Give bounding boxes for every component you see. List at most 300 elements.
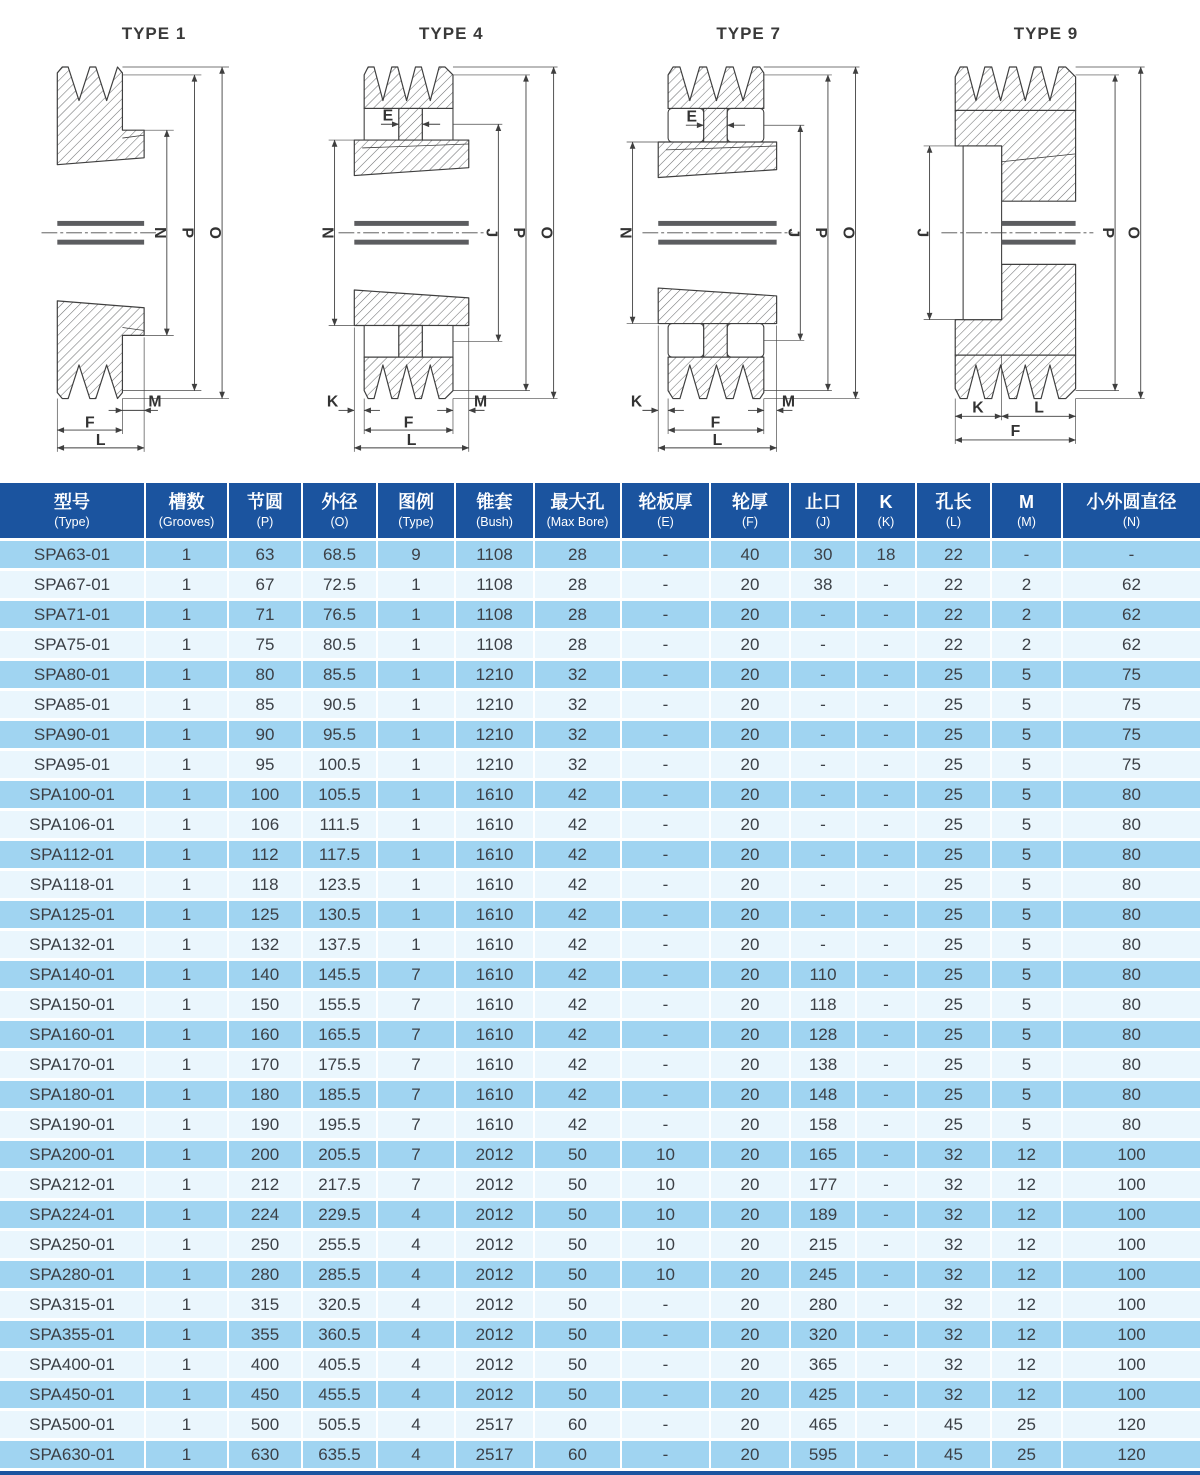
cell-k: - [856,1260,916,1290]
cell-o: 80.5 [302,630,377,660]
cell-type: SPA75-01 [0,630,145,660]
cell-o: 85.5 [302,660,377,690]
cell-fig: 1 [377,660,455,690]
drawing-title-type4: TYPE 4 [419,24,484,43]
table-row [0,1110,1200,1140]
cell-grooves: 1 [145,660,228,690]
cell-grooves: 1 [145,1170,228,1200]
cell-m: 5 [991,810,1062,840]
table-row [0,1050,1200,1080]
dim-label-l: L [407,432,417,450]
cell-o: 320.5 [302,1290,377,1320]
cell-j: - [790,900,856,930]
cell-f: 40 [710,540,790,570]
cell-max_bore: 32 [534,660,621,690]
table-row [0,960,1200,990]
cell-p: 140 [228,960,302,990]
dim-label-f: F [85,414,95,432]
cell-f: 20 [710,1140,790,1170]
table-row [0,1440,1200,1470]
table-row [0,660,1200,690]
dim-label-j: J [913,228,931,238]
cell-grooves: 1 [145,1290,228,1320]
cell-max_bore: 50 [534,1260,621,1290]
cell-m: 12 [991,1170,1062,1200]
cell-p: 400 [228,1350,302,1380]
cell-j: 215 [790,1230,856,1260]
cell-o: 205.5 [302,1140,377,1170]
cell-max_bore: 32 [534,690,621,720]
cell-n: 62 [1062,630,1200,660]
cell-e: - [621,750,710,780]
cell-bush: 1108 [455,600,534,630]
cell-j: 38 [790,570,856,600]
cell-fig: 1 [377,900,455,930]
cell-p: 90 [228,720,302,750]
cell-l: 22 [916,540,991,570]
cell-n: 80 [1062,870,1200,900]
cell-o: 455.5 [302,1380,377,1410]
dim-label-p: P [1098,227,1116,239]
cell-n: 120 [1062,1410,1200,1440]
cell-e: - [621,1290,710,1320]
cell-j: 158 [790,1110,856,1140]
cell-k: - [856,870,916,900]
cell-k: - [856,690,916,720]
cell-type: SPA100-01 [0,780,145,810]
cell-n: 80 [1062,1020,1200,1050]
cell-grooves: 1 [145,600,228,630]
drawing-type1 [6,24,302,483]
cell-bush: 1610 [455,900,534,930]
cell-f: 20 [710,1290,790,1320]
cell-bush: 2012 [455,1290,534,1320]
cell-p: 280 [228,1260,302,1290]
cell-p: 315 [228,1290,302,1320]
cell-bush: 1210 [455,750,534,780]
cell-j: 189 [790,1200,856,1230]
cell-p: 630 [228,1440,302,1470]
cell-grooves: 1 [145,960,228,990]
cell-max_bore: 42 [534,960,621,990]
cell-o: 360.5 [302,1320,377,1350]
table-row [0,1290,1200,1320]
cell-f: 20 [710,1080,790,1110]
cell-l: 32 [916,1230,991,1260]
header-row [0,483,1200,540]
cell-grooves: 1 [145,1320,228,1350]
cell-o: 123.5 [302,870,377,900]
cell-type: SPA212-01 [0,1170,145,1200]
table-row [0,1170,1200,1200]
cell-f: 20 [710,600,790,630]
cell-k: - [856,1170,916,1200]
dim-label-m: M [474,393,488,411]
cell-f: 20 [710,990,790,1020]
cell-k: - [856,720,916,750]
cell-fig: 7 [377,1080,455,1110]
cell-max_bore: 42 [534,930,621,960]
cell-n: 100 [1062,1350,1200,1380]
cell-bush: 1610 [455,1020,534,1050]
cell-max_bore: 50 [534,1200,621,1230]
cell-fig: 4 [377,1410,455,1440]
column-header-max_bore: 最大孔 (Max Bore) [534,483,621,540]
cell-bush: 1610 [455,1110,534,1140]
cell-f: 20 [710,1230,790,1260]
cell-bush: 2012 [455,1170,534,1200]
cell-f: 20 [710,660,790,690]
cell-type: SPA112-01 [0,840,145,870]
cell-p: 500 [228,1410,302,1440]
cell-e: - [621,630,710,660]
cell-k: - [856,1200,916,1230]
cell-j: 320 [790,1320,856,1350]
column-header-grooves: 槽数 (Grooves) [145,483,228,540]
cell-max_bore: 60 [534,1410,621,1440]
table-row [0,1230,1200,1260]
dim-label-m: M [148,393,162,411]
cell-e: - [621,1440,710,1470]
dim-label-o: O [537,226,555,239]
cell-k: - [856,1320,916,1350]
cell-fig: 1 [377,750,455,780]
cell-n: 80 [1062,780,1200,810]
cell-max_bore: 42 [534,840,621,870]
cell-bush: 1610 [455,960,534,990]
cell-j: - [790,930,856,960]
cell-l: 25 [916,1110,991,1140]
cell-grooves: 1 [145,570,228,600]
cell-e: - [621,840,710,870]
cell-grooves: 1 [145,870,228,900]
cell-e: 10 [621,1140,710,1170]
cell-e: - [621,930,710,960]
cell-p: 125 [228,900,302,930]
cell-j: - [790,810,856,840]
cell-grooves: 1 [145,540,228,570]
cell-o: 111.5 [302,810,377,840]
cell-max_bore: 42 [534,870,621,900]
dim-label-k: K [630,393,642,411]
pulley-cross-section [642,67,792,399]
cell-j: - [790,600,856,630]
cell-p: 95 [228,750,302,780]
cell-e: - [621,870,710,900]
column-header-f: 轮厚 (F) [710,483,790,540]
cell-k: - [856,1380,916,1410]
cell-fig: 1 [377,810,455,840]
cell-o: 90.5 [302,690,377,720]
cell-p: 180 [228,1080,302,1110]
cell-k: - [856,930,916,960]
cell-grooves: 1 [145,1140,228,1170]
drawings-row [0,0,1200,483]
cell-k: - [856,1350,916,1380]
cell-max_bore: 28 [534,630,621,660]
cell-p: 106 [228,810,302,840]
cell-f: 20 [710,690,790,720]
cell-l: 25 [916,750,991,780]
cell-o: 76.5 [302,600,377,630]
cell-l: 32 [916,1170,991,1200]
cell-p: 85 [228,690,302,720]
drawing-title-type7: TYPE 7 [716,24,781,43]
cell-n: 80 [1062,990,1200,1020]
cell-e: - [621,960,710,990]
cell-max_bore: 42 [534,900,621,930]
dim-label-k: K [327,393,339,411]
cell-k: 18 [856,540,916,570]
cell-j: 177 [790,1170,856,1200]
cell-grooves: 1 [145,780,228,810]
column-header-bush: 锥套 (Bush) [455,483,534,540]
cell-p: 355 [228,1320,302,1350]
cell-p: 150 [228,990,302,1020]
column-header-m: M (M) [991,483,1062,540]
cell-l: 25 [916,900,991,930]
dim-label-j: J [482,228,500,238]
cell-j: - [790,750,856,780]
dim-label-o: O [839,226,857,239]
cell-type: SPA85-01 [0,690,145,720]
cell-e: - [621,540,710,570]
table-row [0,1140,1200,1170]
cell-m: 12 [991,1320,1062,1350]
column-header-j: 止口 (J) [790,483,856,540]
cell-o: 175.5 [302,1050,377,1080]
cell-j: 425 [790,1380,856,1410]
cell-max_bore: 32 [534,750,621,780]
cell-k: - [856,900,916,930]
dim-label-l: L [1034,399,1044,417]
column-header-p: 节圆 (P) [228,483,302,540]
cell-fig: 7 [377,990,455,1020]
cell-type: SPA450-01 [0,1380,145,1410]
cell-type: SPA71-01 [0,600,145,630]
cell-p: 118 [228,870,302,900]
cell-bush: 2517 [455,1440,534,1470]
cell-fig: 4 [377,1380,455,1410]
cell-p: 170 [228,1050,302,1080]
cell-o: 185.5 [302,1080,377,1110]
cell-f: 20 [710,960,790,990]
cell-grooves: 1 [145,690,228,720]
cell-o: 195.5 [302,1110,377,1140]
cell-type: SPA630-01 [0,1440,145,1470]
cell-fig: 1 [377,720,455,750]
cell-k: - [856,1080,916,1110]
dim-label-j: J [783,228,801,238]
cell-f: 20 [710,1170,790,1200]
dim-label-l: L [95,432,106,450]
cell-j: - [790,630,856,660]
cell-bush: 1610 [455,930,534,960]
cell-p: 112 [228,840,302,870]
cell-type: SPA140-01 [0,960,145,990]
cell-l: 25 [916,660,991,690]
cell-type: SPA280-01 [0,1260,145,1290]
cell-type: SPA67-01 [0,570,145,600]
dim-label-n: N [150,227,168,239]
cell-fig: 4 [377,1260,455,1290]
cell-n: 100 [1062,1260,1200,1290]
cell-bush: 2517 [455,1410,534,1440]
cell-f: 20 [710,840,790,870]
cell-e: - [621,690,710,720]
dim-label-o: O [1124,226,1142,239]
cell-type: SPA132-01 [0,930,145,960]
cell-type: SPA118-01 [0,870,145,900]
bottom-accent-bar [0,1471,1200,1475]
cell-type: SPA200-01 [0,1140,145,1170]
cell-p: 71 [228,600,302,630]
table-row [0,990,1200,1020]
cell-k: - [856,1230,916,1260]
pulley-cross-section [941,67,1093,399]
cell-fig: 1 [377,780,455,810]
cell-m: 5 [991,960,1062,990]
cell-j: 365 [790,1350,856,1380]
cell-max_bore: 50 [534,1140,621,1170]
dim-label-m: M [781,393,795,411]
cell-k: - [856,810,916,840]
cell-grooves: 1 [145,1260,228,1290]
cell-p: 250 [228,1230,302,1260]
cell-p: 132 [228,930,302,960]
table-row [0,810,1200,840]
cell-o: 72.5 [302,570,377,600]
cell-f: 20 [710,1410,790,1440]
cell-bush: 2012 [455,1320,534,1350]
cell-fig: 1 [377,600,455,630]
cell-n: 100 [1062,1230,1200,1260]
cell-bush: 2012 [455,1380,534,1410]
cell-bush: 1210 [455,660,534,690]
cell-o: 137.5 [302,930,377,960]
cell-p: 212 [228,1170,302,1200]
cell-l: 25 [916,810,991,840]
drawing-title-type9: TYPE 9 [1013,24,1079,43]
type7-diagram [601,51,897,456]
table-row [0,1200,1200,1230]
cell-l: 32 [916,1350,991,1380]
cell-n: 100 [1062,1140,1200,1170]
cell-j: - [790,660,856,690]
table-row [0,1320,1200,1350]
cell-m: 12 [991,1290,1062,1320]
type4-diagram [303,51,599,456]
cell-m: 12 [991,1230,1062,1260]
cell-grooves: 1 [145,990,228,1020]
cell-bush: 1610 [455,810,534,840]
cell-j: 30 [790,540,856,570]
cell-fig: 1 [377,630,455,660]
cell-type: SPA400-01 [0,1350,145,1380]
cell-j: 138 [790,1050,856,1080]
cell-e: - [621,1320,710,1350]
cell-f: 20 [710,1050,790,1080]
table-row [0,600,1200,630]
cell-n: 100 [1062,1200,1200,1230]
table-row [0,750,1200,780]
cell-max_bore: 42 [534,1110,621,1140]
cell-e: 10 [621,1200,710,1230]
dim-label-f: F [404,414,414,432]
dim-label-l: L [712,432,722,450]
cell-o: 68.5 [302,540,377,570]
cell-l: 32 [916,1290,991,1320]
cell-l: 32 [916,1260,991,1290]
cell-m: 5 [991,750,1062,780]
drawing-type9 [898,24,1194,483]
cell-p: 80 [228,660,302,690]
cell-f: 20 [710,1110,790,1140]
column-header-l: 孔长 (L) [916,483,991,540]
cell-o: 285.5 [302,1260,377,1290]
cell-n: 80 [1062,930,1200,960]
cell-p: 63 [228,540,302,570]
cell-grooves: 1 [145,1440,228,1470]
cell-m: 5 [991,840,1062,870]
cell-grooves: 1 [145,720,228,750]
cell-k: - [856,1410,916,1440]
cell-f: 20 [710,1200,790,1230]
cell-m: 5 [991,900,1062,930]
cell-l: 22 [916,600,991,630]
cell-m: 5 [991,690,1062,720]
cell-e: - [621,1050,710,1080]
cell-e: - [621,1410,710,1440]
cell-grooves: 1 [145,900,228,930]
cell-grooves: 1 [145,1410,228,1440]
cell-type: SPA315-01 [0,1290,145,1320]
cell-l: 25 [916,870,991,900]
cell-grooves: 1 [145,810,228,840]
cell-grooves: 1 [145,930,228,960]
cell-k: - [856,660,916,690]
cell-o: 217.5 [302,1170,377,1200]
drawing-type4 [303,24,599,483]
dim-label-f: F [1010,423,1021,441]
cell-n: 75 [1062,720,1200,750]
cell-bush: 1610 [455,780,534,810]
cell-f: 20 [710,630,790,660]
table-row [0,690,1200,720]
cell-e: - [621,600,710,630]
cell-m: 5 [991,1110,1062,1140]
table-row [0,780,1200,810]
cell-k: - [856,1050,916,1080]
cell-l: 25 [916,1050,991,1080]
cell-l: 25 [916,780,991,810]
cell-e: 10 [621,1260,710,1290]
cell-k: - [856,990,916,1020]
cell-f: 20 [710,1320,790,1350]
table-row [0,720,1200,750]
table-body [0,540,1200,1470]
cell-l: 25 [916,720,991,750]
cell-l: 32 [916,1320,991,1350]
cell-e: - [621,990,710,1020]
cell-m: 2 [991,570,1062,600]
cell-p: 67 [228,570,302,600]
cell-type: SPA180-01 [0,1080,145,1110]
cell-max_bore: 42 [534,990,621,1020]
cell-type: SPA355-01 [0,1320,145,1350]
cell-m: 25 [991,1410,1062,1440]
cell-n: 100 [1062,1290,1200,1320]
